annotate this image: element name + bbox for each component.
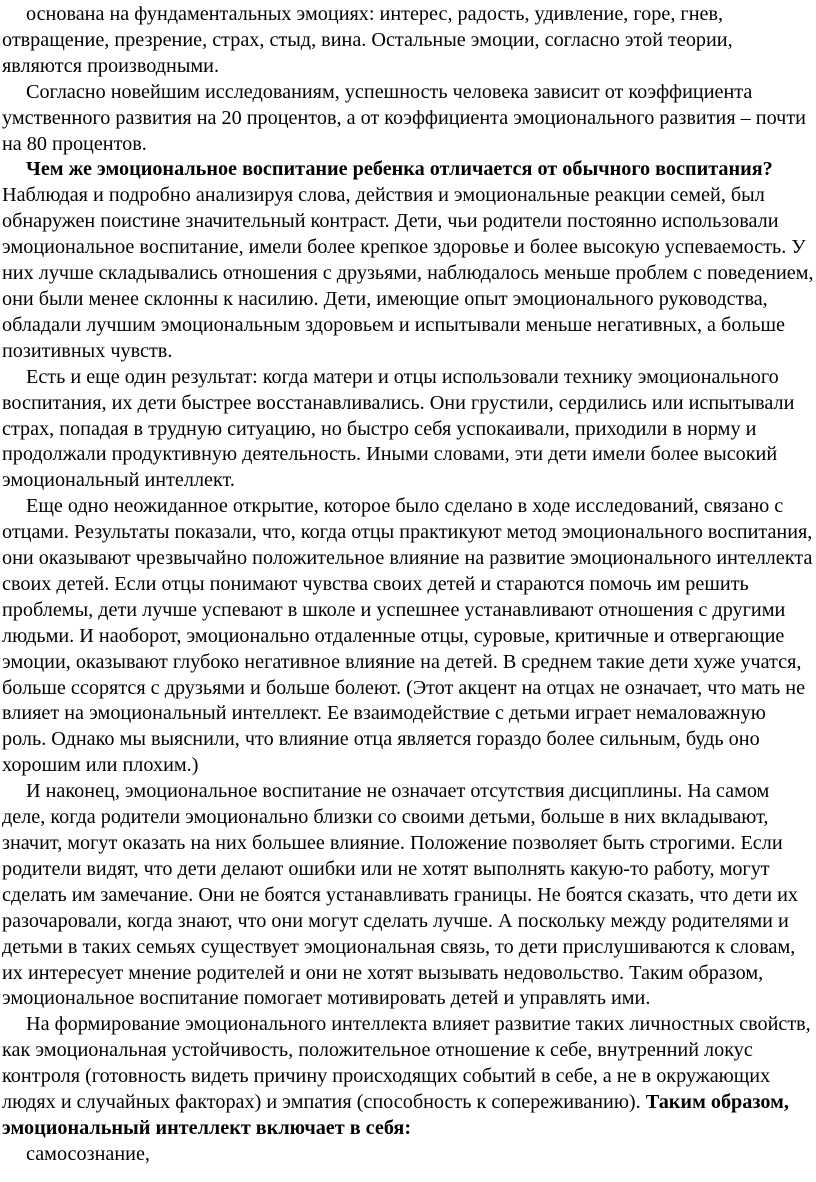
text-segment: Наблюдая и подробно анализируя слова, действия и эмоциональные реакции семей, был обнаружен поистине значительный контраст. Дети, чьи родители постоянно использовали эмоциональное воспитание, имели более крепкое здоровье и более высокую успеваемость. У них лучше складывались отношения с друзьями, наблюдалось меньше проблем с поведением, они были менее склонны к насилию. Дети, имеющие опыт эмоционального руководства, обладали лучшим эмоциональным здоровьем и испытывали меньше негативных, а больше позитивных чувств.: [2, 184, 814, 362]
text-segment: Есть и еще один результат: когда матери и отцы использовали технику эмоционального воспитания, их дети быстрее восстанавливались. Они грустили, сердились или испытывали страх, попадая в трудную ситуацию, но быстро себя успокаивали, приходили в норму и продолжали продуктивную деятельность. Иными словами, эти дети имели более высокий эмоциональный интеллект.: [2, 365, 795, 492]
paragraph: [2, 365, 814, 495]
paragraph: [2, 2, 814, 80]
text-segment: На формирование эмоционального интеллекта влияет развитие таких личностных свойств, как эмоциональная устойчивость, положительное отношение к себе, внутренний локус контроля (готовность видеть причину происходящих событий в себе, а не в окружающих людях и случайных факторах) и эмпатия (способность к сопереживанию).: [2, 1013, 811, 1114]
text-segment: Согласно новейшим исследованиям, успешность человека зависит от коэффициента умственного развития на 20 процентов, а от коэффициента эмоционального развития – почти на 80 процентов.: [2, 80, 806, 155]
paragraph: [2, 1012, 814, 1142]
paragraph: [2, 80, 814, 158]
text-segment: Еще одно неожиданное открытие, которое было сделано в ходе исследований, связано с отцами. Результаты показали, что, когда отцы практикуют метод эмоционального воспитания, они оказывают чрезвычайно положительное влияние на развитие эмоционального интеллекта своих детей. Если отцы понимают чувства своих детей и стараются помочь им решить проблемы, дети лучше успевают в школе и успешнее устанавливают отношения с другими людьми. И наоборот, эмоционально отдаленные отцы, суровые, критичные и отвергающие эмоции, оказывают глубоко негативное влияние на детей. В среднем такие дети хуже учатся, больше ссорятся с друзьями и больше болеют. (Этот акцент на отцах не означает, что мать не влияет на эмоциональный интеллект. Ее взаимодействие с детьми играет немаловажную роль. Однако мы выяснили, что влияние отца является гораздо более сильным, будь оно хорошим или плохим.): [2, 495, 813, 777]
text-segment: основана на фундаментальных эмоциях: интерес, радость, удивление, горе, гнев, отвращение, презрение, страх, стыд, вина. Остальные эмоции, согласно этой теории, являются производными.: [2, 3, 733, 77]
paragraph: [2, 1142, 814, 1168]
paragraph: [2, 494, 814, 779]
paragraph: [2, 157, 814, 364]
text-segment: И наконец, эмоциональное воспитание не означает отсутствия дисциплины. На самом деле, когда родители эмоционально близки со своими детьми, больше в них вкладывают, значит, могут оказать на них большее влияние. Положение позволяет быть строгими. Если родители видят, что дети делают ошибки или не хотят выполнять какую-то работу, могут сделать им замечание. Они не боятся устанавливать границы. Не боятся сказать, что дети их разочаровали, когда знают, что они могут сделать лучше. А поскольку между родителями и детьми в таких семьях существует эмоциональная связь, то дети прислушиваются к словам, их интересует мнение родителей и они не хотят вызывать недовольство. Таким образом, эмоциональное воспитание помогает мотивировать детей и управлять ими.: [2, 780, 799, 1010]
paragraph: [2, 779, 814, 1012]
body-text: [2, 2, 814, 1168]
bold-text-segment: Таким образом, эмоциональный интеллект включает в себя:: [2, 1091, 789, 1139]
bold-text-segment: Чем же эмоциональное воспитание ребенка отличается от обычного воспитания?: [26, 158, 773, 181]
text-segment: самосознание,: [26, 1142, 150, 1165]
